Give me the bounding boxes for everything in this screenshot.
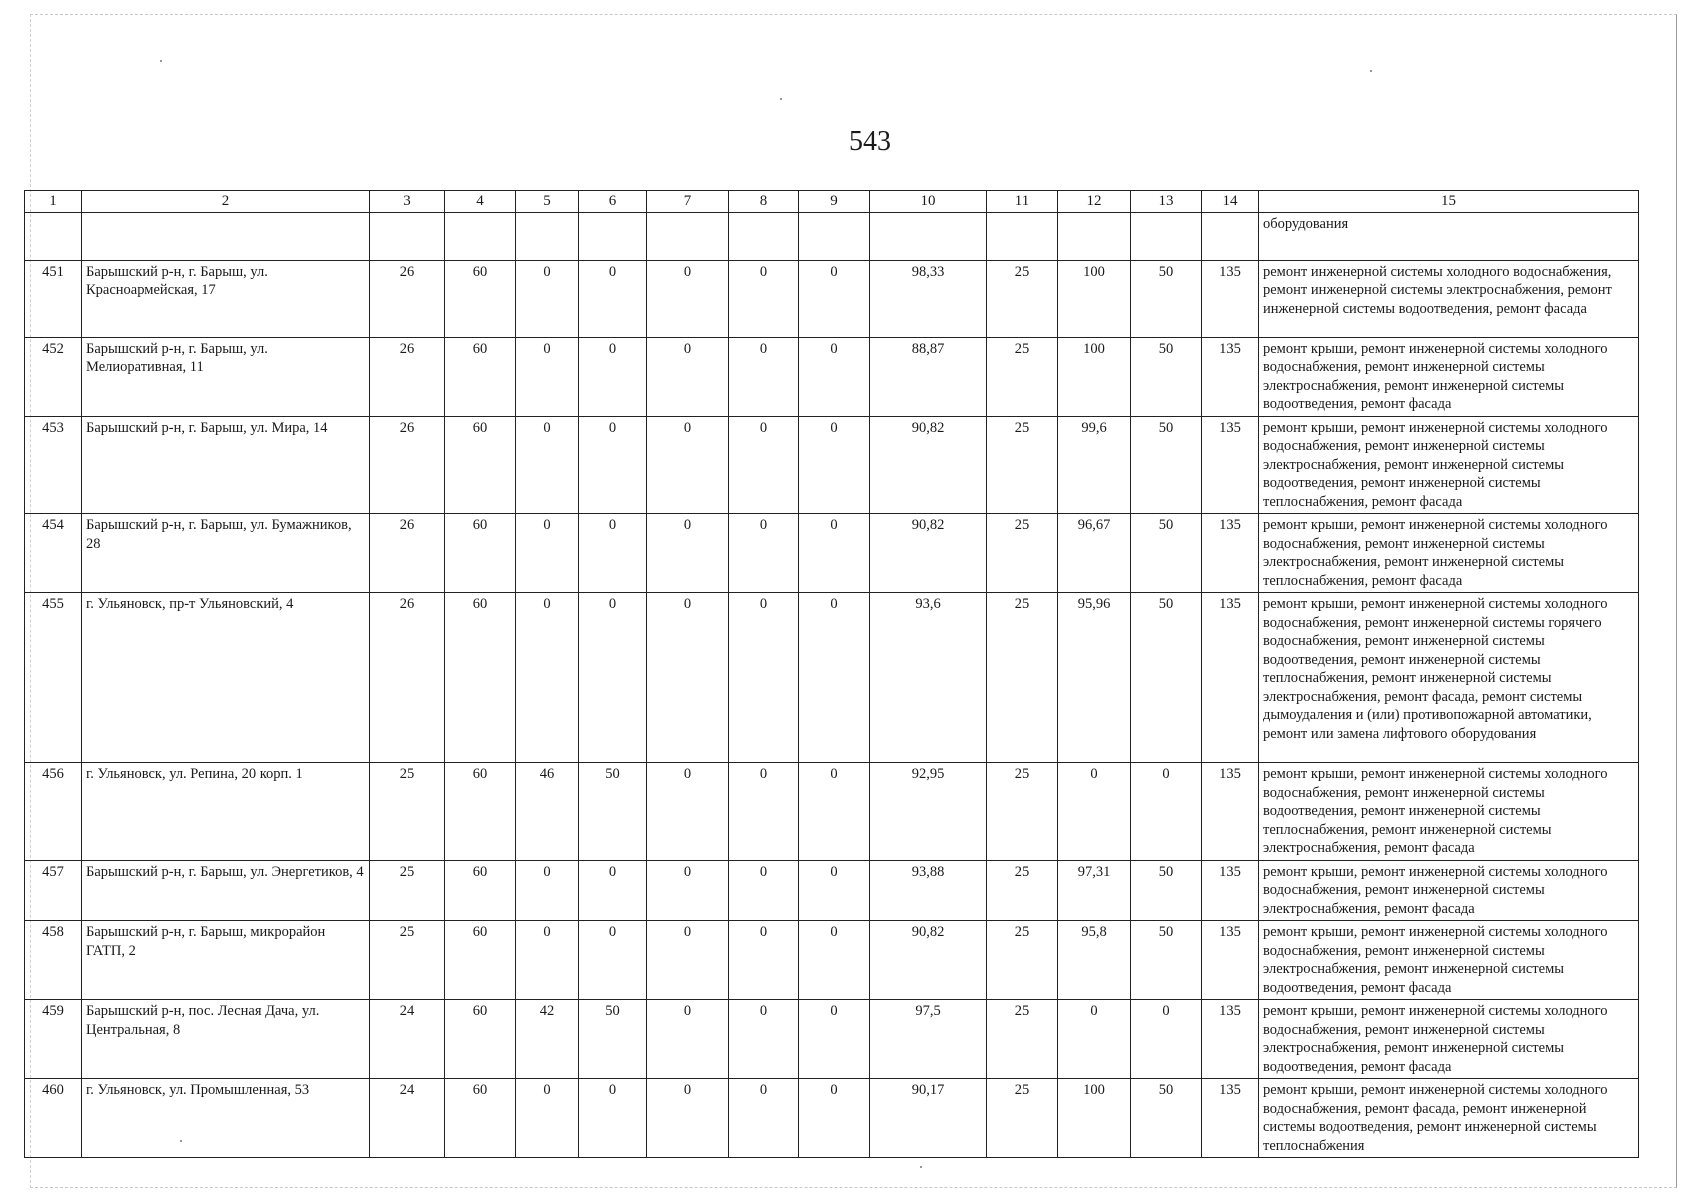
works-cell: ремонт крыши, ремонт инженерной системы холодного водоснабжения, ремонт инженерной системы электроснабжения, ремонт инженерной системы водоотведения, ремонт фасада: [1259, 1000, 1639, 1079]
cell: [870, 212, 987, 260]
value-cell: 0: [579, 921, 647, 1000]
value-cell: 0: [516, 337, 579, 416]
value-cell: 0: [799, 763, 870, 861]
table-row: [25, 1079, 1639, 1158]
works-cell: ремонт крыши, ремонт инженерной системы холодного водоснабжения, ремонт инженерной системы электроснабжения, ремонт инженерной системы водоотведения, ремонт инженерной системы теплоснабжения, ремонт фасада: [1259, 416, 1639, 514]
value-cell: 60: [445, 514, 516, 593]
value-cell: 50: [1131, 514, 1202, 593]
works-cell: ремонт крыши, ремонт инженерной системы холодного водоснабжения, ремонт инженерной системы электроснабжения, ремонт инженерной системы водоотведения, ремонт фасада: [1259, 337, 1639, 416]
value-cell: 0: [1058, 763, 1131, 861]
value-cell: 0: [799, 416, 870, 514]
column-header: 5: [516, 191, 579, 213]
value-cell: 42: [516, 1000, 579, 1079]
value-cell: 0: [729, 1000, 799, 1079]
column-header: 8: [729, 191, 799, 213]
value-cell: 135: [1202, 416, 1259, 514]
value-cell: 50: [579, 1000, 647, 1079]
value-cell: 50: [1131, 1079, 1202, 1158]
scan-speck: [180, 1140, 182, 1142]
value-cell: 0: [799, 921, 870, 1000]
address-cell: Барышский р-н, г. Барыш, ул. Энергетиков, 4: [82, 860, 370, 921]
cell: [1202, 212, 1259, 260]
column-number-row: [25, 191, 1639, 213]
value-cell: 135: [1202, 860, 1259, 921]
value-cell: 0: [729, 260, 799, 337]
cell: [445, 212, 516, 260]
value-cell: 46: [516, 763, 579, 861]
scan-speck: [160, 60, 162, 62]
value-cell: 60: [445, 416, 516, 514]
value-cell: 0: [516, 593, 579, 763]
value-cell: 0: [799, 337, 870, 416]
value-cell: 0: [516, 416, 579, 514]
row-number-cell: 456: [25, 763, 82, 861]
value-cell: 0: [516, 1079, 579, 1158]
works-cell: ремонт крыши, ремонт инженерной системы холодного водоснабжения, ремонт инженерной системы электроснабжения, ремонт фасада: [1259, 860, 1639, 921]
works-cell: ремонт инженерной системы холодного водоснабжения, ремонт инженерной системы электроснабжения, ремонт инженерной системы водоотведения, ремонт фасада: [1259, 260, 1639, 337]
value-cell: 0: [799, 1079, 870, 1158]
value-cell: 25: [987, 593, 1058, 763]
value-cell: 50: [1131, 860, 1202, 921]
column-header: 12: [1058, 191, 1131, 213]
value-cell: 0: [799, 260, 870, 337]
cell: [729, 212, 799, 260]
value-cell: 88,87: [870, 337, 987, 416]
row-number-cell: 452: [25, 337, 82, 416]
value-cell: 97,5: [870, 1000, 987, 1079]
address-cell: Барышский р-н, г. Барыш, ул. Мира, 14: [82, 416, 370, 514]
row-number-cell: 454: [25, 514, 82, 593]
value-cell: 24: [370, 1000, 445, 1079]
page-number: 543: [849, 126, 891, 157]
value-cell: 0: [516, 260, 579, 337]
value-cell: 0: [647, 337, 729, 416]
value-cell: 135: [1202, 337, 1259, 416]
address-cell: Барышский р-н, пос. Лесная Дача, ул. Центральная, 8: [82, 1000, 370, 1079]
address-cell: Барышский р-н, г. Барыш, ул. Мелиоративная, 11: [82, 337, 370, 416]
table-row: [25, 921, 1639, 1000]
value-cell: 25: [987, 416, 1058, 514]
value-cell: 0: [516, 514, 579, 593]
scan-speck: [920, 1166, 922, 1168]
value-cell: 0: [729, 921, 799, 1000]
table-row: [25, 337, 1639, 416]
value-cell: 90,82: [870, 921, 987, 1000]
value-cell: 25: [987, 860, 1058, 921]
value-cell: 0: [579, 593, 647, 763]
value-cell: 0: [647, 514, 729, 593]
value-cell: 25: [987, 1079, 1058, 1158]
value-cell: 100: [1058, 260, 1131, 337]
row-number-cell: 458: [25, 921, 82, 1000]
works-cell: ремонт крыши, ремонт инженерной системы холодного водоснабжения, ремонт инженерной системы водоотведения, ремонт инженерной системы теплоснабжения, ремонт инженерной системы электроснабжения, ремонт фасада: [1259, 763, 1639, 861]
value-cell: 50: [1131, 337, 1202, 416]
value-cell: 60: [445, 860, 516, 921]
value-cell: 60: [445, 921, 516, 1000]
works-cell: ремонт крыши, ремонт инженерной системы холодного водоснабжения, ремонт фасада, ремонт инженерной системы водоотведения, ремонт инженерной системы теплоснабжения: [1259, 1079, 1639, 1158]
value-cell: 0: [647, 593, 729, 763]
value-cell: 0: [579, 1079, 647, 1158]
address-cell: г. Ульяновск, ул. Промышленная, 53: [82, 1079, 370, 1158]
value-cell: 0: [729, 514, 799, 593]
value-cell: 60: [445, 260, 516, 337]
cell: [516, 212, 579, 260]
value-cell: 96,67: [1058, 514, 1131, 593]
value-cell: 60: [445, 763, 516, 861]
value-cell: 0: [579, 416, 647, 514]
address-cell: Барышский р-н, г. Барыш, ул. Красноармейская, 17: [82, 260, 370, 337]
column-header: 10: [870, 191, 987, 213]
value-cell: 0: [1131, 1000, 1202, 1079]
value-cell: 0: [579, 860, 647, 921]
value-cell: 93,6: [870, 593, 987, 763]
value-cell: 25: [987, 921, 1058, 1000]
column-header: 13: [1131, 191, 1202, 213]
value-cell: 60: [445, 593, 516, 763]
row-number-cell: 453: [25, 416, 82, 514]
value-cell: 90,17: [870, 1079, 987, 1158]
value-cell: 25: [987, 514, 1058, 593]
value-cell: 26: [370, 514, 445, 593]
value-cell: 135: [1202, 921, 1259, 1000]
value-cell: 26: [370, 260, 445, 337]
row-number-cell: 460: [25, 1079, 82, 1158]
address-cell: г. Ульяновск, пр-т Ульяновский, 4: [82, 593, 370, 763]
value-cell: 95,96: [1058, 593, 1131, 763]
row-number-cell: 451: [25, 260, 82, 337]
value-cell: 0: [647, 416, 729, 514]
value-cell: 60: [445, 1000, 516, 1079]
value-cell: 135: [1202, 260, 1259, 337]
address-cell: Барышский р-н, г. Барыш, микрорайон ГАТП, 2: [82, 921, 370, 1000]
cell: [370, 212, 445, 260]
table-row: [25, 514, 1639, 593]
value-cell: 0: [516, 860, 579, 921]
table-row: [25, 860, 1639, 921]
cell: оборудования: [1259, 212, 1639, 260]
value-cell: 25: [987, 260, 1058, 337]
value-cell: 26: [370, 337, 445, 416]
value-cell: 0: [647, 860, 729, 921]
row-number-cell: 455: [25, 593, 82, 763]
column-header: 9: [799, 191, 870, 213]
value-cell: 95,8: [1058, 921, 1131, 1000]
column-header: 7: [647, 191, 729, 213]
value-cell: 0: [729, 763, 799, 861]
value-cell: 99,6: [1058, 416, 1131, 514]
value-cell: 0: [647, 1000, 729, 1079]
works-cell: ремонт крыши, ремонт инженерной системы холодного водоснабжения, ремонт инженерной системы горячего водоснабжения, ремонт инженерной системы водоотведения, ремонт инженерной системы теплоснабжения, ремонт инженерной системы электроснабжения, ремонт фасада, ремонт системы дымоудаления и (или) противопожарной автоматики, ремонт или замена лифтового оборудования: [1259, 593, 1639, 763]
value-cell: 135: [1202, 1000, 1259, 1079]
value-cell: 60: [445, 1079, 516, 1158]
table-row: [25, 260, 1639, 337]
value-cell: 135: [1202, 1079, 1259, 1158]
cell: [647, 212, 729, 260]
value-cell: 0: [579, 260, 647, 337]
value-cell: 50: [1131, 260, 1202, 337]
column-header: 6: [579, 191, 647, 213]
cell: [25, 212, 82, 260]
value-cell: 0: [729, 1079, 799, 1158]
row-number-cell: 457: [25, 860, 82, 921]
value-cell: 25: [987, 763, 1058, 861]
address-cell: г. Ульяновск, ул. Репина, 20 корп. 1: [82, 763, 370, 861]
table-row: [25, 1000, 1639, 1079]
value-cell: 25: [370, 921, 445, 1000]
row-number-cell: 459: [25, 1000, 82, 1079]
value-cell: 25: [987, 1000, 1058, 1079]
value-cell: 90,82: [870, 416, 987, 514]
value-cell: 92,95: [870, 763, 987, 861]
address-cell: Барышский р-н, г. Барыш, ул. Бумажников, 28: [82, 514, 370, 593]
value-cell: 0: [516, 921, 579, 1000]
value-cell: 0: [729, 337, 799, 416]
value-cell: 90,82: [870, 514, 987, 593]
scan-speck: [780, 98, 782, 100]
value-cell: 0: [729, 416, 799, 514]
value-cell: 26: [370, 416, 445, 514]
value-cell: 50: [1131, 593, 1202, 763]
register-table: [24, 190, 1639, 1158]
column-header: 15: [1259, 191, 1639, 213]
value-cell: 0: [647, 763, 729, 861]
value-cell: 50: [1131, 921, 1202, 1000]
value-cell: 97,31: [1058, 860, 1131, 921]
cell: [1058, 212, 1131, 260]
value-cell: 50: [579, 763, 647, 861]
column-header: 1: [25, 191, 82, 213]
value-cell: 0: [647, 921, 729, 1000]
value-cell: 0: [1058, 1000, 1131, 1079]
column-header: 2: [82, 191, 370, 213]
cell: [987, 212, 1058, 260]
value-cell: 0: [647, 1079, 729, 1158]
value-cell: 135: [1202, 593, 1259, 763]
value-cell: 50: [1131, 416, 1202, 514]
cell: [579, 212, 647, 260]
value-cell: 25: [370, 860, 445, 921]
value-cell: 0: [729, 593, 799, 763]
continuation-row: [25, 212, 1639, 260]
value-cell: 0: [799, 514, 870, 593]
value-cell: 25: [987, 337, 1058, 416]
value-cell: 0: [799, 860, 870, 921]
column-header: 3: [370, 191, 445, 213]
value-cell: 135: [1202, 763, 1259, 861]
works-cell: ремонт крыши, ремонт инженерной системы холодного водоснабжения, ремонт инженерной системы электроснабжения, ремонт инженерной системы водоотведения, ремонт фасада: [1259, 921, 1639, 1000]
table-row: [25, 593, 1639, 763]
works-cell: ремонт крыши, ремонт инженерной системы холодного водоснабжения, ремонт инженерной системы электроснабжения, ремонт инженерной системы теплоснабжения, ремонт фасада: [1259, 514, 1639, 593]
value-cell: 60: [445, 337, 516, 416]
cell: [799, 212, 870, 260]
cell: [82, 212, 370, 260]
value-cell: 0: [799, 1000, 870, 1079]
value-cell: 0: [647, 260, 729, 337]
value-cell: 98,33: [870, 260, 987, 337]
column-header: 4: [445, 191, 516, 213]
value-cell: 0: [799, 593, 870, 763]
value-cell: 0: [1131, 763, 1202, 861]
value-cell: 0: [579, 337, 647, 416]
value-cell: 24: [370, 1079, 445, 1158]
cell: [1131, 212, 1202, 260]
value-cell: 25: [370, 763, 445, 861]
scan-speck: [1370, 70, 1372, 72]
value-cell: 100: [1058, 1079, 1131, 1158]
column-header: 11: [987, 191, 1058, 213]
value-cell: 0: [579, 514, 647, 593]
value-cell: 100: [1058, 337, 1131, 416]
table-row: [25, 416, 1639, 514]
value-cell: 0: [729, 860, 799, 921]
value-cell: 135: [1202, 514, 1259, 593]
column-header: 14: [1202, 191, 1259, 213]
value-cell: 26: [370, 593, 445, 763]
value-cell: 93,88: [870, 860, 987, 921]
table-row: [25, 763, 1639, 861]
